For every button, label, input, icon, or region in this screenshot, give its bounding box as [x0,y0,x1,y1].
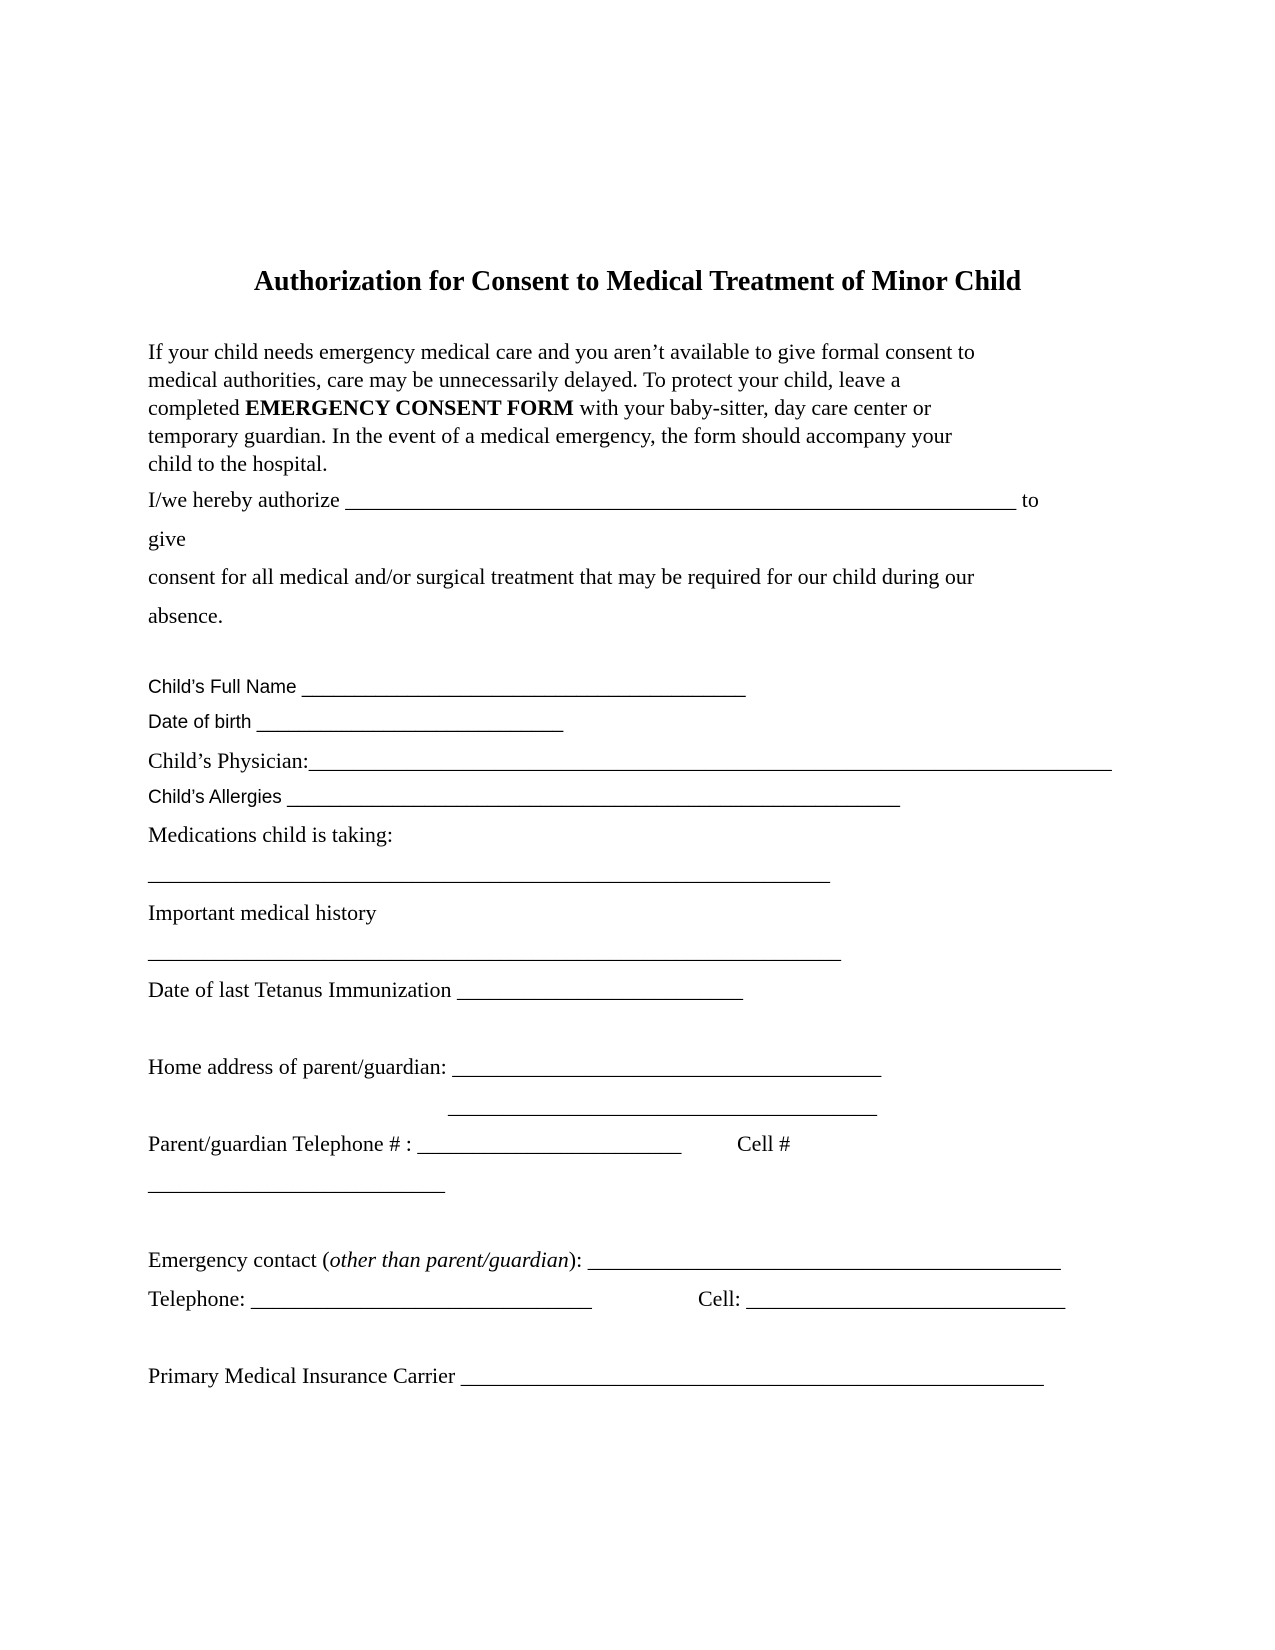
parent-cell-field[interactable]: ___________________________ [148,1170,445,1195]
intro-paragraph [148,338,1148,478]
child-name-field[interactable]: __________________________________________ [301,677,746,698]
consent-statement: consent for all medical and/or surgical treatment that may be required for our child during our [148,564,975,589]
allergies-field[interactable]: __________________________________________________________ [287,787,900,808]
medications-field[interactable]: ______________________________________________________________ [148,860,830,885]
emergency-phone-row [148,1286,592,1312]
intro-line: medical authorities, care may be unnecessarily delayed. To protect your child, leave a [148,367,901,392]
insurance-row [148,1363,1044,1389]
physician-label: Child’s Physician: [148,748,309,773]
authorize-row [148,487,1039,513]
medications-label: Medications child is taking: [148,822,394,847]
insurance-label: Primary Medical Insurance Carrier [148,1363,456,1388]
form-title: Authorization for Consent to Medical Treatment of Minor Child [253,266,1022,297]
emergency-phone-label: Telephone: [148,1286,246,1311]
parent-phone-label: Parent/guardian Telephone # : [148,1131,412,1156]
intro-text: completed [148,395,246,420]
intro-text: with your baby-sitter, day care center or [573,395,932,420]
emergency-consent-form-emphasis: EMERGENCY CONSENT FORM [245,395,574,420]
emergency-cell-label: Cell: [698,1286,741,1311]
parent-cell-label: Cell # [737,1131,791,1156]
allergies-row [148,787,900,809]
tetanus-date-field[interactable]: __________________________ [457,977,744,1002]
home-address-field-line2[interactable]: _______________________________________ [448,1093,877,1118]
authorize-give-text: give [148,526,186,551]
emergency-phone-field[interactable]: _______________________________ [250,1286,592,1311]
consent-absence-text: absence. [148,603,224,628]
tetanus-row [148,977,743,1003]
authorize-label: I/we hereby authorize [148,487,340,512]
dob-row [148,712,563,734]
dob-field[interactable]: _____________________________ [256,712,564,733]
child-name-row [148,677,746,699]
home-address-row [148,1054,881,1080]
tetanus-label: Date of last Tetanus Immunization [148,977,452,1002]
medical-history-label: Important medical history [148,900,377,925]
parent-phone-field[interactable]: ________________________ [417,1131,682,1156]
dob-label: Date of birth [148,712,252,733]
emergency-contact-field[interactable]: ___________________________________________ [587,1247,1061,1272]
emergency-contact-label-text: ): [568,1247,583,1272]
emergency-cell-row [698,1286,1065,1312]
home-address-field[interactable]: _______________________________________ [452,1054,882,1079]
intro-line: temporary guardian. In the event of a medical emergency, the form should accompany your [148,423,952,448]
home-address-label: Home address of parent/guardian: [148,1054,447,1079]
intro-line: If your child needs emergency medical care and you aren’t available to give formal consent to [148,339,975,364]
intro-line: child to the hospital. [148,451,328,476]
authorize-to-text: to [1021,487,1039,512]
physician-field[interactable]: _________________________________________________________________________ [308,748,1112,773]
emergency-contact-qualifier: other than parent/guardian [329,1247,569,1272]
child-name-label: Child’s Full Name [148,677,297,698]
insurance-field[interactable]: _____________________________________________________ [460,1363,1044,1388]
emergency-contact-label [148,1247,582,1272]
medical-history-field[interactable]: _______________________________________________________________ [148,938,841,963]
parent-phone-row [148,1131,681,1157]
intro-line [148,394,1148,422]
physician-row [148,748,1112,774]
authorized-person-field[interactable]: _____________________________________________________________ [345,487,1017,512]
emergency-cell-field[interactable]: _____________________________ [746,1286,1066,1311]
emergency-contact-label-text: Emergency contact ( [148,1247,330,1272]
allergies-label: Child’s Allergies [148,787,282,808]
emergency-contact-row [148,1247,1061,1273]
